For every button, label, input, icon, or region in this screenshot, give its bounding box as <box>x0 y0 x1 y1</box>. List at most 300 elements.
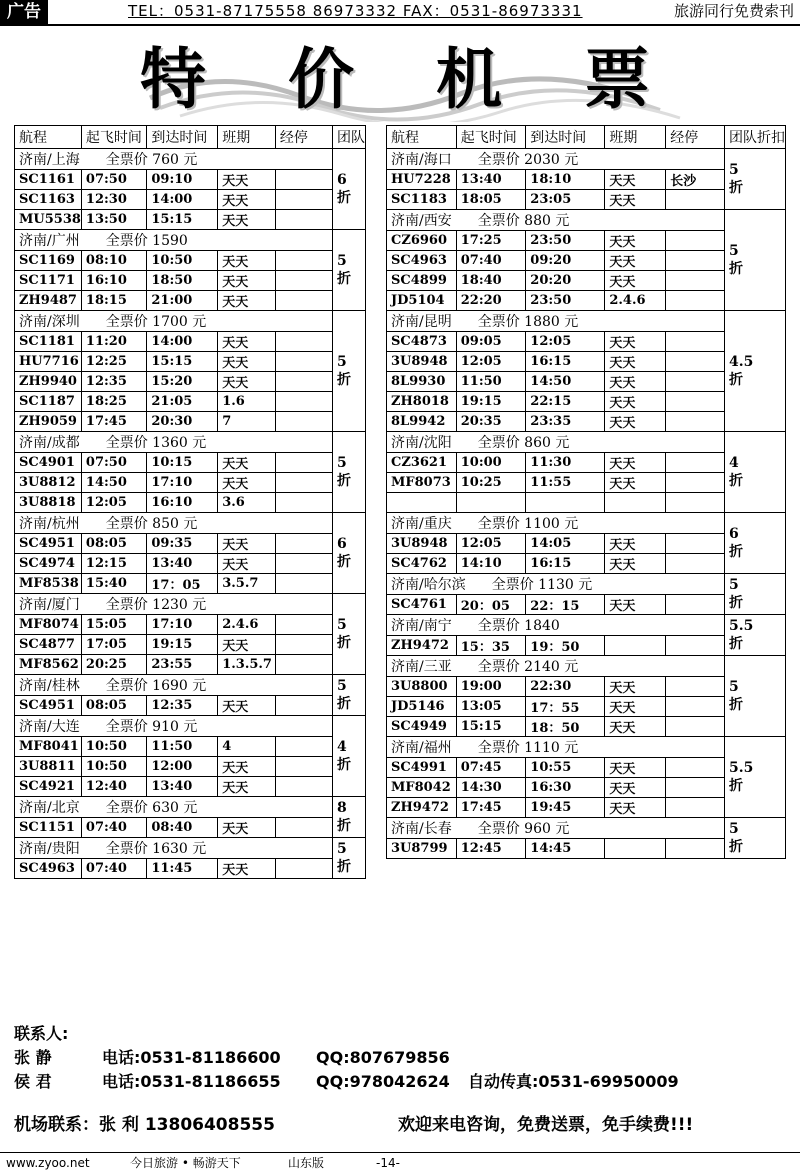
stopover <box>275 777 332 797</box>
stopover <box>275 352 332 372</box>
group-discount <box>724 615 785 656</box>
flight-number: SC4761 <box>387 595 457 615</box>
group-discount <box>332 230 365 311</box>
flight-number: CZ3621 <box>387 453 457 473</box>
departure-time: 12:05 <box>456 352 526 372</box>
arrival-time: 11:45 <box>147 859 218 879</box>
stopover <box>666 271 725 291</box>
route-cell <box>15 230 333 251</box>
flight-number: JD5146 <box>387 697 457 717</box>
arrival-time: 08:40 <box>147 818 218 838</box>
column-header: 起飞时间 <box>81 126 146 149</box>
arrival-time: 14:00 <box>147 332 218 352</box>
flight-row <box>15 473 366 493</box>
route-cell <box>15 513 333 534</box>
stopover <box>666 717 725 737</box>
arrival-time: 20:30 <box>147 412 218 432</box>
route-name: 济南/北京 <box>19 800 80 816</box>
flight-row <box>15 574 366 594</box>
departure-time: 22:20 <box>456 291 526 311</box>
column-header: 班期 <box>605 126 666 149</box>
contact-name: 侯 君 <box>14 1072 52 1091</box>
route-cell <box>387 737 725 758</box>
flight-number: HU7716 <box>15 352 82 372</box>
stopover <box>275 757 332 777</box>
arrival-time: 22:15 <box>526 392 605 412</box>
schedule: 3.5.7 <box>218 574 276 594</box>
flight-number: SC1163 <box>15 190 82 210</box>
flight-row <box>15 332 366 352</box>
stopover <box>275 332 332 352</box>
stopover <box>666 332 725 352</box>
schedule: 天天 <box>605 392 666 412</box>
group-discount <box>332 149 365 230</box>
flight-row <box>15 655 366 675</box>
route-cell <box>15 716 333 737</box>
group-discount <box>724 656 785 737</box>
flight-number: SC4974 <box>15 554 82 574</box>
flight-number: SC1169 <box>15 251 82 271</box>
departure-time: 18:05 <box>456 190 526 210</box>
schedule: 天天 <box>218 190 276 210</box>
route-cell <box>15 594 333 615</box>
departure-time: 12:25 <box>81 352 146 372</box>
departure-time: 19:00 <box>456 677 526 697</box>
flight-number: SC4991 <box>387 758 457 778</box>
flight-number: MF8538 <box>15 574 82 594</box>
schedule: 天天 <box>605 453 666 473</box>
route-price: 全票价 1690 元 <box>105 678 207 694</box>
stopover <box>666 392 725 412</box>
arrival-time: 14:50 <box>526 372 605 392</box>
flight-number: 3U8812 <box>15 473 82 493</box>
group-discount <box>724 574 785 615</box>
departure-time: 15：35 <box>456 636 526 656</box>
flight-number: 3U8948 <box>387 534 457 554</box>
footer <box>0 1152 800 1173</box>
flight-number: ZH9487 <box>15 291 82 311</box>
discount-text: 折 <box>336 473 351 489</box>
schedule <box>605 839 666 859</box>
discount-text: 折 <box>728 839 743 855</box>
departure-time: 12:40 <box>81 777 146 797</box>
route-name: 济南/桂林 <box>19 678 80 694</box>
flight-number: SC1187 <box>15 392 82 412</box>
flight-number: 3U8818 <box>15 493 82 513</box>
flight-number: SC4951 <box>15 696 82 716</box>
discount-text: 折 <box>336 635 351 651</box>
arrival-time: 18:10 <box>526 170 605 190</box>
stopover <box>666 473 725 493</box>
schedule: 天天 <box>218 453 276 473</box>
schedule: 天天 <box>605 231 666 251</box>
arrival-time: 09:10 <box>147 170 218 190</box>
flight-number: SC4951 <box>15 534 82 554</box>
stopover <box>666 231 725 251</box>
stopover <box>275 554 332 574</box>
route-price: 全票价 2140 元 <box>477 659 579 675</box>
stopover <box>666 251 725 271</box>
discount-text: 折 <box>336 757 351 773</box>
arrival-time: 23:50 <box>526 231 605 251</box>
ad-label: 广告 <box>0 0 48 24</box>
flight-number: MF8562 <box>15 655 82 675</box>
discount-text: 折 <box>728 261 743 277</box>
flight-row <box>15 818 366 838</box>
discount-text: 折 <box>728 636 743 652</box>
stopover <box>666 758 725 778</box>
footer-slogan: 今日旅游 • 畅游天下 <box>130 1156 241 1170</box>
stopover <box>275 372 332 392</box>
contact-phone: 电话:0531-81186600 <box>102 1048 281 1067</box>
discount-text: 4 <box>728 455 739 471</box>
schedule: 天天 <box>605 798 666 818</box>
flight-number: SC1171 <box>15 271 82 291</box>
arrival-time: 12:00 <box>147 757 218 777</box>
group-discount <box>332 675 365 716</box>
column-header: 航程 <box>15 126 82 149</box>
contact-phone: 电话:0531-81186655 <box>102 1072 281 1091</box>
flight-row <box>15 453 366 473</box>
flight-number: SC1151 <box>15 818 82 838</box>
flight-number: ZH9472 <box>387 798 457 818</box>
arrival-time: 14:00 <box>147 190 218 210</box>
departure-time: 14:50 <box>81 473 146 493</box>
departure-time: 18:40 <box>456 271 526 291</box>
column-header: 团队 <box>332 126 365 149</box>
departure-time: 08:10 <box>81 251 146 271</box>
flight-number: SC4901 <box>15 453 82 473</box>
departure-time: 09:05 <box>456 332 526 352</box>
stopover <box>275 251 332 271</box>
route-row <box>387 615 786 636</box>
flight-row <box>15 554 366 574</box>
flight-number: MU5538 <box>15 210 82 230</box>
arrival-time <box>526 493 605 513</box>
discount-text: 折 <box>336 818 351 834</box>
departure-time: 12:45 <box>456 839 526 859</box>
route-row <box>387 210 786 231</box>
flight-number: ZH9472 <box>387 636 457 656</box>
stopover <box>275 453 332 473</box>
departure-time: 07:50 <box>81 453 146 473</box>
arrival-time: 10:55 <box>526 758 605 778</box>
stopover <box>666 412 725 432</box>
arrival-time: 14:45 <box>526 839 605 859</box>
schedule <box>605 493 666 513</box>
discount-text: 折 <box>336 190 351 206</box>
schedule: 2.4.6 <box>218 615 276 635</box>
route-name: 济南/沈阳 <box>391 435 452 451</box>
flight-number: SC4963 <box>387 251 457 271</box>
stopover <box>275 291 332 311</box>
schedule <box>605 636 666 656</box>
flight-row <box>15 190 366 210</box>
flight-number: SC4873 <box>387 332 457 352</box>
discount-text: 5 <box>728 821 739 837</box>
route-name: 济南/杭州 <box>19 516 80 532</box>
footer-edition: 山东版 <box>288 1156 325 1170</box>
contact-line: TEL：0531-87175558 86973332 FAX：0531-86973331 <box>128 2 583 20</box>
flight-number: MF8041 <box>15 737 82 757</box>
route-price: 全票价 1100 元 <box>477 516 579 532</box>
route-cell <box>15 838 333 859</box>
stopover <box>666 554 725 574</box>
flight-number: 3U8948 <box>387 352 457 372</box>
schedule: 天天 <box>605 473 666 493</box>
schedule: 3.6 <box>218 493 276 513</box>
stopover <box>275 170 332 190</box>
departure-time: 13:40 <box>456 170 526 190</box>
flight-number: 8L9930 <box>387 372 457 392</box>
stopover <box>275 859 332 879</box>
stopover <box>275 271 332 291</box>
route-name: 济南/长春 <box>391 821 452 837</box>
discount-text: 5 <box>728 679 739 695</box>
route-cell <box>387 574 725 595</box>
discount-text: 5.5 <box>728 618 754 634</box>
arrival-time: 13:40 <box>147 554 218 574</box>
flight-number: MF8073 <box>387 473 457 493</box>
route-cell <box>15 432 333 453</box>
route-cell <box>387 513 725 534</box>
schedule: 天天 <box>605 778 666 798</box>
schedule: 4 <box>218 737 276 757</box>
departure-time: 17:45 <box>81 412 146 432</box>
route-price: 全票价 860 元 <box>477 435 570 451</box>
route-price: 全票价 1590 <box>105 233 188 249</box>
stopover <box>275 210 332 230</box>
discount-text: 5 <box>336 841 347 857</box>
schedule: 天天 <box>218 757 276 777</box>
route-price: 全票价 910 元 <box>105 719 198 735</box>
arrival-time: 19:15 <box>147 635 218 655</box>
schedule: 天天 <box>218 251 276 271</box>
group-discount <box>332 594 365 675</box>
arrival-time: 14:05 <box>526 534 605 554</box>
stopover <box>666 453 725 473</box>
stopover <box>275 635 332 655</box>
departure-time: 12:05 <box>456 534 526 554</box>
schedule: 天天 <box>218 818 276 838</box>
flight-row <box>15 737 366 757</box>
column-header: 经停 <box>275 126 332 149</box>
flight-row <box>15 170 366 190</box>
route-name: 济南/成都 <box>19 435 80 451</box>
flight-number: JD5104 <box>387 291 457 311</box>
flight-number: SC4963 <box>15 859 82 879</box>
departure-time: 11:50 <box>456 372 526 392</box>
contact-row <box>14 1070 794 1094</box>
route-row <box>387 574 786 595</box>
arrival-time: 16:15 <box>526 352 605 372</box>
route-row <box>387 149 786 170</box>
column-header: 航程 <box>387 126 457 149</box>
route-price: 全票价 1630 元 <box>105 841 207 857</box>
route-name: 济南/哈尔滨 <box>391 577 466 593</box>
flight-number: ZH9059 <box>15 412 82 432</box>
route-row <box>15 311 366 332</box>
arrival-time: 16:15 <box>526 554 605 574</box>
route-name: 济南/海口 <box>391 152 452 168</box>
stopover <box>275 615 332 635</box>
flight-row <box>15 412 366 432</box>
departure-time: 13:50 <box>81 210 146 230</box>
discount-text: 4 <box>336 739 347 755</box>
stopover <box>275 574 332 594</box>
flight-number: 3U8811 <box>15 757 82 777</box>
discount-text: 折 <box>728 544 743 560</box>
schedule: 天天 <box>218 859 276 879</box>
flight-row <box>15 291 366 311</box>
stopover <box>666 372 725 392</box>
schedule: 天天 <box>605 170 666 190</box>
schedule: 天天 <box>218 352 276 372</box>
departure-time: 12:35 <box>81 372 146 392</box>
route-price: 全票价 1230 元 <box>105 597 207 613</box>
route-price: 全票价 1360 元 <box>105 435 207 451</box>
arrival-time: 23:50 <box>526 291 605 311</box>
schedule: 天天 <box>218 332 276 352</box>
stopover <box>275 493 332 513</box>
schedule: 7 <box>218 412 276 432</box>
stopover <box>666 291 725 311</box>
arrival-time: 09:35 <box>147 534 218 554</box>
route-row <box>15 675 366 696</box>
departure-time: 17:05 <box>81 635 146 655</box>
departure-time: 08:05 <box>81 696 146 716</box>
flight-number: SC1161 <box>15 170 82 190</box>
departure-time: 16:10 <box>81 271 146 291</box>
departure-time: 13:05 <box>456 697 526 717</box>
stopover <box>275 737 332 757</box>
schedule: 天天 <box>218 534 276 554</box>
departure-time: 10:50 <box>81 757 146 777</box>
route-name: 济南/厦门 <box>19 597 80 613</box>
stopover <box>666 352 725 372</box>
route-row <box>15 230 366 251</box>
route-name: 济南/三亚 <box>391 659 452 675</box>
group-discount <box>332 432 365 513</box>
arrival-time: 12:05 <box>526 332 605 352</box>
arrival-time: 17:10 <box>147 473 218 493</box>
schedule: 天天 <box>218 291 276 311</box>
discount-text: 4.5 <box>728 354 754 370</box>
route-row <box>387 513 786 534</box>
stopover <box>275 412 332 432</box>
flight-row <box>15 251 366 271</box>
discount-text: 5 <box>336 253 347 269</box>
schedule: 天天 <box>605 271 666 291</box>
schedule: 天天 <box>605 190 666 210</box>
arrival-time: 11:50 <box>147 737 218 757</box>
arrival-time: 17：55 <box>526 697 605 717</box>
departure-time: 08:05 <box>81 534 146 554</box>
route-price: 全票价 1840 <box>477 618 560 634</box>
group-discount <box>724 513 785 574</box>
arrival-time: 18：50 <box>526 717 605 737</box>
stopover <box>666 595 725 615</box>
discount-text: 6 <box>336 172 347 188</box>
route-row <box>15 797 366 818</box>
route-name: 济南/昆明 <box>391 314 452 330</box>
stopover <box>666 190 725 210</box>
departure-time: 19:15 <box>456 392 526 412</box>
contact-row <box>14 1046 794 1070</box>
stopover <box>666 677 725 697</box>
schedule: 天天 <box>605 677 666 697</box>
column-header: 经停 <box>666 126 725 149</box>
discount-text: 折 <box>336 554 351 570</box>
group-discount <box>724 432 785 513</box>
schedule: 天天 <box>605 697 666 717</box>
departure-time: 20：05 <box>456 595 526 615</box>
route-name: 济南/南宁 <box>391 618 452 634</box>
arrival-time: 22:30 <box>526 677 605 697</box>
arrival-time: 21:05 <box>147 392 218 412</box>
route-price: 全票价 760 元 <box>105 152 198 168</box>
departure-time <box>456 493 526 513</box>
arrival-time: 18:50 <box>147 271 218 291</box>
departure-time: 15:40 <box>81 574 146 594</box>
stopover <box>275 655 332 675</box>
stopover <box>666 493 725 513</box>
group-discount <box>724 149 785 210</box>
arrival-time: 10:50 <box>147 251 218 271</box>
route-name: 济南/广州 <box>19 233 80 249</box>
departure-time: 20:35 <box>456 412 526 432</box>
route-cell <box>387 818 725 839</box>
flight-row <box>15 372 366 392</box>
departure-time: 15:05 <box>81 615 146 635</box>
discount-text: 折 <box>728 180 743 196</box>
discount-text: 5.5 <box>728 760 754 776</box>
route-row <box>387 311 786 332</box>
schedule: 天天 <box>605 352 666 372</box>
flight-number <box>387 493 457 513</box>
flight-number: SC1181 <box>15 332 82 352</box>
departure-time: 12:05 <box>81 493 146 513</box>
departure-time: 10:50 <box>81 737 146 757</box>
schedule: 天天 <box>218 554 276 574</box>
flight-row <box>15 757 366 777</box>
group-discount <box>724 737 785 818</box>
left-flight-table <box>14 125 366 879</box>
footer-site: www.zyoo.net <box>6 1156 90 1170</box>
arrival-time: 23:05 <box>526 190 605 210</box>
route-cell <box>15 149 333 170</box>
schedule: 天天 <box>218 777 276 797</box>
departure-time: 12:30 <box>81 190 146 210</box>
flight-number: CZ6960 <box>387 231 457 251</box>
flight-number: MF8042 <box>387 778 457 798</box>
flight-row <box>15 534 366 554</box>
route-name: 济南/深圳 <box>19 314 80 330</box>
flight-row <box>15 271 366 291</box>
flight-row <box>15 392 366 412</box>
route-row <box>15 838 366 859</box>
departure-time: 14:30 <box>456 778 526 798</box>
flight-row <box>15 493 366 513</box>
schedule: 天天 <box>218 473 276 493</box>
discount-text: 折 <box>336 372 351 388</box>
arrival-time: 12:35 <box>147 696 218 716</box>
route-name: 济南/大连 <box>19 719 80 735</box>
arrival-time: 21:00 <box>147 291 218 311</box>
stopover <box>666 778 725 798</box>
route-price: 全票价 880 元 <box>477 213 570 229</box>
stopover <box>275 818 332 838</box>
